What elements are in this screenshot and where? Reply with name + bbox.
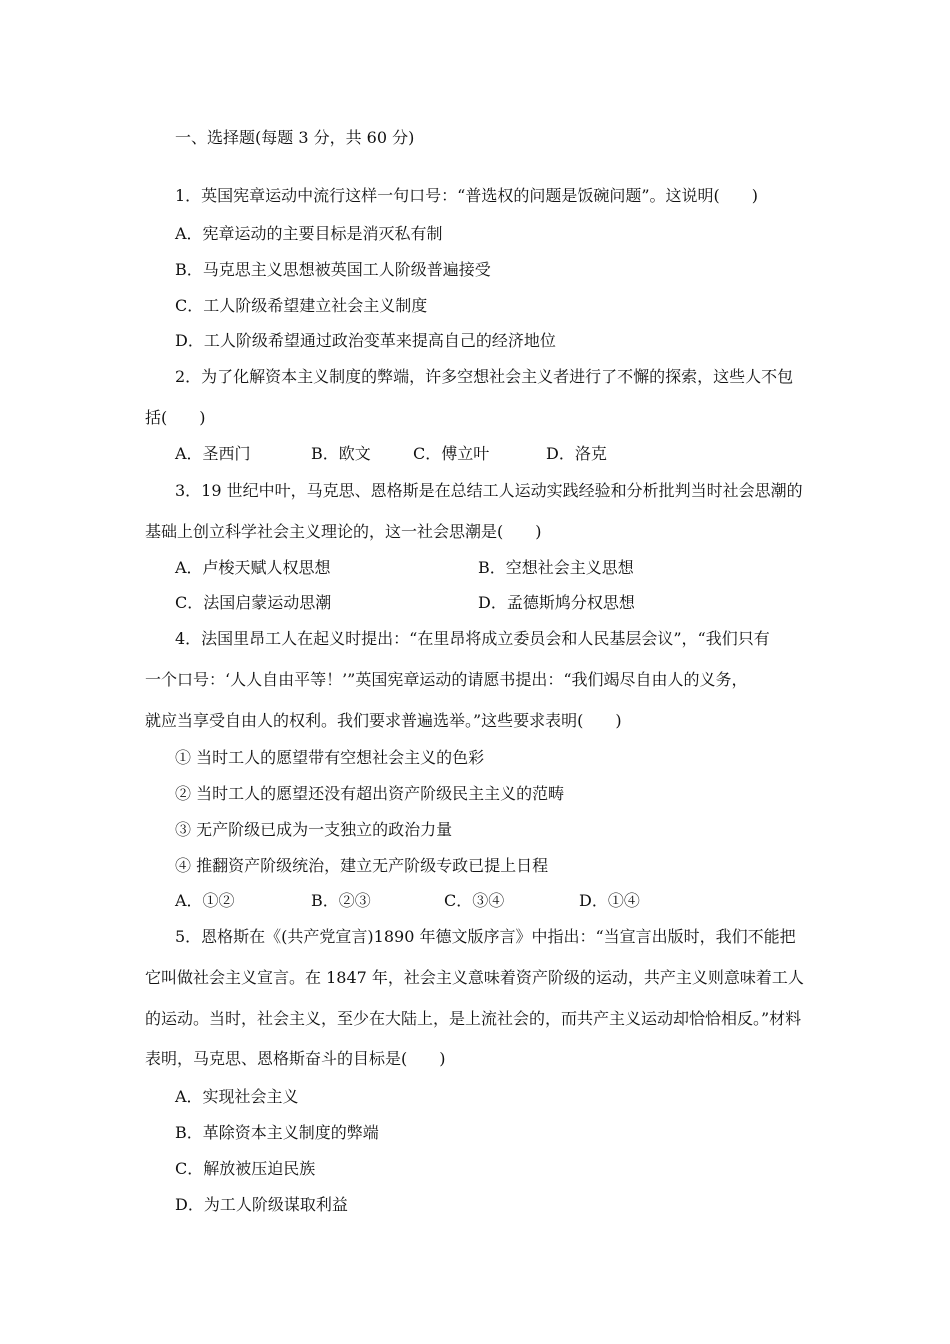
question-3-stem-line-2: 基础上创立科学社会主义理论的，这一社会思潮是( ) (145, 522, 542, 541)
question-4-statement-2: ② 当时工人的愿望还没有超出资产阶级民主主义的范畴 (175, 784, 565, 803)
question-5-stem-line-1: 5．恩格斯在《(共产党宣言)1890 年德文版序言》中指出：“当宣言出版时，我们不能把 (175, 927, 796, 946)
question-1-option-c: C．工人阶级希望建立社会主义制度 (175, 296, 428, 315)
question-5-option-d: D．为工人阶级谋取利益 (175, 1195, 348, 1214)
question-4-stem-line-2: 一个口号：‘人人自由平等！’”英国宪章运动的请愿书提出：“我们竭尽自由人的义务， (145, 670, 748, 689)
question-3-option-c: C．法国启蒙运动思潮 (175, 593, 332, 612)
question-5-option-c: C．解放被压迫民族 (175, 1159, 316, 1178)
question-2-stem-line-2: 括( ) (145, 408, 206, 427)
question-2-option-c: C．傅立叶 (413, 444, 490, 463)
question-2-option-a: A．圣西门 (175, 444, 251, 463)
question-4-stem-line-3: 就应当享受自由人的权利。我们要求普遍选举。”这些要求表明( ) (145, 711, 622, 730)
question-1-option-d: D．工人阶级希望通过政治变革来提高自己的经济地位 (175, 331, 556, 350)
question-4-stem-line-1: 4．法国里昂工人在起义时提出：“在里昂将成立委员会和人民基层会议”，“我们只有 (175, 629, 770, 648)
question-4-statement-1: ① 当时工人的愿望带有空想社会主义的色彩 (175, 748, 485, 767)
question-4-option-d: D．①④ (579, 891, 640, 910)
question-5-stem-line-2: 它叫做社会主义宣言。在 1847 年，社会主义意味着资产阶级的运动，共产主义则意味着工人 (145, 968, 804, 987)
question-5-stem-line-3: 的运动。当时，社会主义，至少在大陆上，是上流社会的，而共产主义运动却恰恰相反。”材料 (145, 1009, 802, 1028)
question-4-option-c: C．③④ (444, 891, 505, 910)
question-1-option-b: B．马克思主义思想被英国工人阶级普遍接受 (175, 260, 491, 279)
question-2-option-d: D．洛克 (546, 444, 607, 463)
question-3-stem-line-1: 3．19 世纪中叶，马克思、恩格斯是在总结工人运动实践经验和分析批判当时社会思潮的 (175, 481, 803, 500)
question-5-option-b: B．革除资本主义制度的弊端 (175, 1123, 379, 1142)
question-1-stem: 1．英国宪章运动中流行这样一句口号：“普选权的问题是饭碗问题”。这说明( ) (175, 186, 759, 205)
question-4-option-a: A．①② (175, 891, 235, 910)
question-4-statement-3: ③ 无产阶级已成为一支独立的政治力量 (175, 820, 453, 839)
question-1-option-a: A．宪章运动的主要目标是消灭私有制 (175, 224, 443, 243)
question-5-option-a: A．实现社会主义 (175, 1087, 299, 1106)
question-4-option-b: B．②③ (311, 891, 371, 910)
question-2-stem-line-1: 2．为了化解资本主义制度的弊端，许多空想社会主义者进行了不懈的探索，这些人不包 (175, 367, 794, 386)
question-3-option-a: A．卢梭天赋人权思想 (175, 558, 331, 577)
question-3-option-b: B．空想社会主义思想 (478, 558, 634, 577)
question-5-stem-line-4: 表明，马克思、恩格斯奋斗的目标是( ) (145, 1049, 446, 1068)
question-2-option-b: B．欧文 (311, 444, 371, 463)
question-3-option-d: D．孟德斯鸠分权思想 (478, 593, 635, 612)
section-heading: 一、选择题(每题 3 分，共 60 分) (175, 128, 415, 147)
question-4-statement-4: ④ 推翻资产阶级统治，建立无产阶级专政已提上日程 (175, 856, 549, 875)
